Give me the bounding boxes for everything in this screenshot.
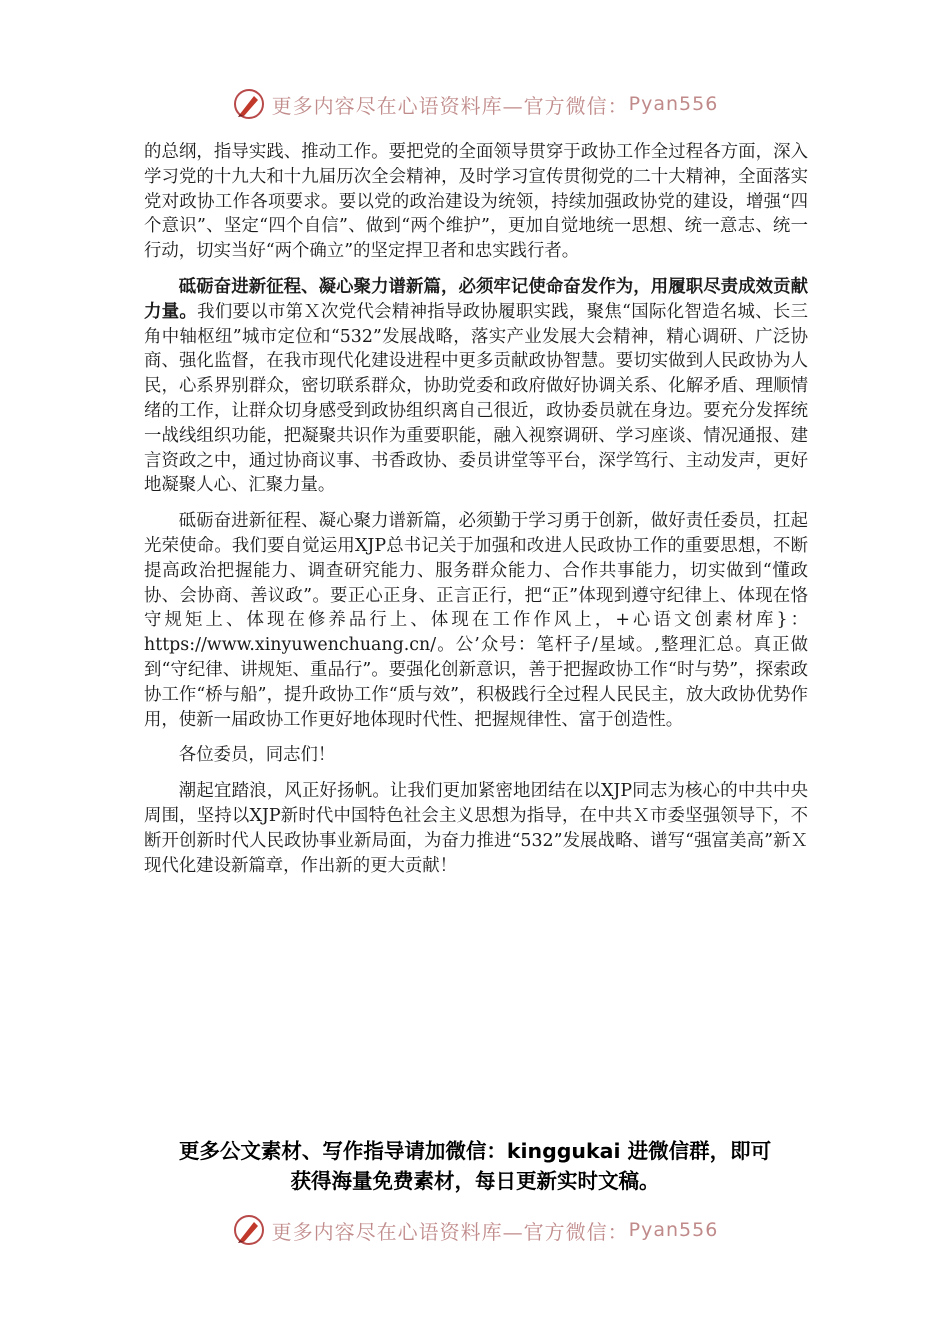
footer-banner-text: 更多内容尽在心语资料库—官方微信： xyxy=(271,1219,629,1244)
promo-line-1: 更多公文素材、写作指导请加微信：kinggukai 进微信群，即可 xyxy=(178,1139,772,1163)
header-banner-text: 更多内容尽在心语资料库—官方微信： xyxy=(271,93,629,118)
promo-line-2: 获得海量免费素材，每日更新实时文稿。 xyxy=(290,1169,660,1193)
pen-nib-logo-icon xyxy=(232,87,266,121)
header-banner-account: Pyan556 xyxy=(628,93,719,115)
paragraph-3 xyxy=(144,509,808,732)
paragraph-1-text: 的总纲，指导实践、推动工作。要把党的全面领导贯穿于政协工作全过程各方面，深入学习党的十九大和十九届历次全会精神，及时学习宣传贯彻党的二十大精神，全面落实党对政协工作各项要求。要以党的政治建设为统领，持续加强政协党的建设，增强“四个意识”、坚定“四个自信”、做到“两个维护”，更加自觉地统一思想、统一意志、统一行动，切实当好“两个确立”的坚定捍卫者和忠实践行者。 xyxy=(144,142,808,262)
paragraph-5 xyxy=(144,779,808,878)
footer-watermark-banner xyxy=(0,1210,950,1250)
paragraph-5-text: 潮起宜踏浪，风正好扬帆。让我们更加紧密地团结在以XJP同志为核心的中共中央周围，坚持以XJP新时代中国特色社会主义思想为指导，在中共Ｘ市委坚强领导下，不断开创新时代人民政协事业新局面，为奋力推进“532”发展战略、谱写“强富美高”新Ｘ现代化建设新篇章，作出新的更大贡献！ xyxy=(144,781,808,876)
paragraph-2-text: 我们要以市第Ｘ次党代会精神指导政协履职实践，聚焦“国际化智造名城、长三角中轴枢纽”城市定位和“532”发展战略，落实产业发展大会精神，精心调研、广泛协商、强化监督，在我市现代化建设进程中更多贡献政协智慧。要切实做到人民政协为人民，心系界别群众，密切联系群众，协助党委和政府做好协调关系、化解矛盾、理顺情绪的工作，让群众切身感受到政协组织离自己很近，政协委员就在身边。要充分发挥统一战线组织功能，把凝聚共识作为重要职能，融入视察调研、学习座谈、情况通报、建言资政之中，通过协商议事、书香政协、委员讲堂等平台，深学笃行、主动发声，更好地凝聚人心、汇聚力量。 xyxy=(144,301,808,496)
footer-banner-account: Pyan556 xyxy=(628,1219,719,1241)
pen-nib-logo-icon xyxy=(232,1213,266,1247)
paragraph-4-text: 各位委员，同志们！ xyxy=(178,745,336,766)
document-body xyxy=(144,140,808,889)
header-watermark-banner xyxy=(0,84,950,124)
promo-notice xyxy=(0,1136,950,1196)
paragraph-2 xyxy=(144,275,808,498)
paragraph-4 xyxy=(144,743,808,768)
paragraph-2-lead: 砥砺奋进新征程、凝心聚力谱新篇，必须牢记使命奋发作为，用履职尽责成效贡献力量。 xyxy=(144,276,808,322)
paragraph-3-text: 砥砺奋进新征程、凝心聚力谱新篇，必须勤于学习勇于创新，做好责任委员，扛起光荣使命。我们要自觉运用XJP总书记关于加强和改进人民政协工作的重要思想，不断提高政治把握能力、调查研究能力、服务群众能力、合作共事能力，切实做到“懂政协、会协商、善议政”。要正心正身、正言正行，把“正”体现到遵守纪律上、体现在恪守规矩上、体现在修养品行上、体现在工作作风上，+心语文创素材库}：https://www.xinyuwenchuang.cn/。公’众号：笔杆子/星域。,整理汇总。真正做到“守纪律、讲规矩、重品行”。要强化创新意识，善于把握政协工作“时与势”，探索政协工作“桥与船”，提升政协工作“质与效”，积极践行全过程人民民主，放大政协优势作用，使新一届政协工作更好地体现时代性、把握规律性、富于创造性。 xyxy=(144,511,808,730)
paragraph-1 xyxy=(144,140,808,264)
